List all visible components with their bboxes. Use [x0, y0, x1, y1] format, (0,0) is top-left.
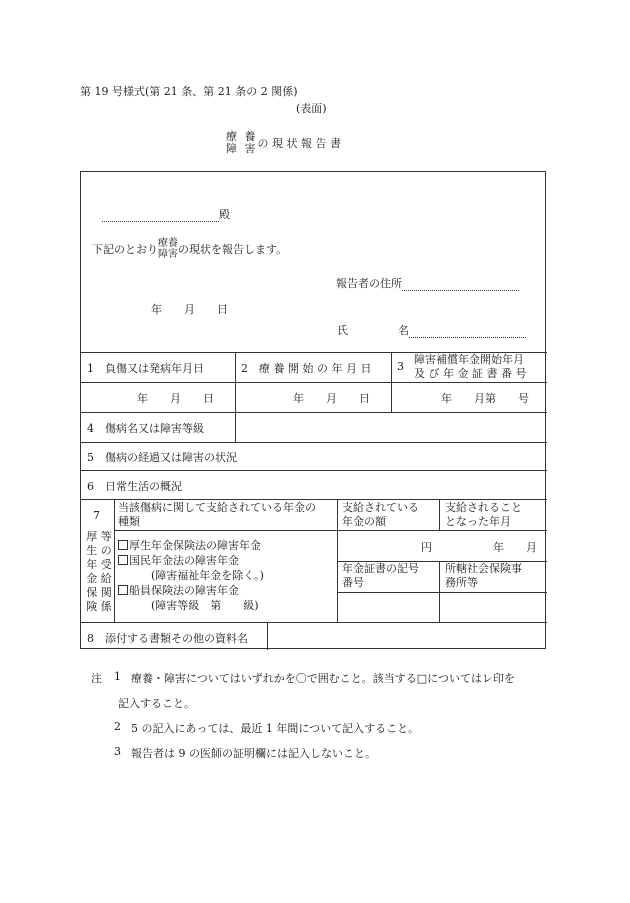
social-insurance-office-label — [445, 562, 522, 590]
checkbox-national-pension[interactable] — [118, 555, 128, 565]
option-national-pension-note: (障害福祉年金を除く。) — [151, 569, 264, 582]
section7-label-line: 保 関 — [86, 586, 112, 599]
addressee-honorific: 殿 — [219, 208, 230, 221]
social-insurance-office-label-line2: 務所等 — [445, 576, 478, 589]
title-option-ryoyo: 療 養 — [226, 130, 258, 143]
pension-type-options — [118, 538, 264, 613]
statement-option-ryoyo: 療養 — [158, 238, 178, 249]
pension-start-label — [414, 353, 526, 381]
title-rest: の 現 状 報 告 書 — [257, 137, 341, 150]
report-form — [80, 171, 546, 649]
injury-progress-label: 5 傷病の経過又は障害の状況 — [87, 451, 237, 464]
payment-date-header — [445, 501, 522, 529]
checkbox-seamen-insurance[interactable] — [118, 585, 128, 595]
pension-start-label-line1: 障害補償年金開始年月 — [414, 353, 524, 366]
form-number: 第 19 号様式(第 21 条、第 21 条の 2 関係) — [80, 85, 298, 98]
pension-start-number: 3 — [397, 360, 404, 373]
section7-number: 7 — [93, 509, 100, 522]
report-date: 年 月 日 — [151, 303, 228, 316]
pension-cert-number-label-line1: 年金証書の記号 — [342, 562, 419, 575]
reporter-address — [336, 275, 519, 291]
section7-label-line: 年 受 — [86, 558, 112, 571]
pension-start-label-line2: 及 び 年 金 証 書 番 号 — [414, 367, 527, 380]
option-seamen-insurance: 船員保険法の障害年金 — [129, 584, 239, 597]
statement-prefix: 下記のとおり — [92, 243, 158, 256]
reporter-name-input[interactable] — [409, 325, 526, 338]
pension-amount-header — [342, 501, 419, 529]
payment-year-month[interactable]: 年 月 — [493, 541, 537, 554]
notes-prefix: 注 — [91, 672, 102, 685]
payment-date-header-line1: 支給されること — [445, 501, 522, 514]
injury-date-label: 1 負傷又は発病年月日 — [87, 362, 204, 375]
reporter-name-label-2: 名 — [398, 324, 409, 337]
pension-amount-header-line1: 支給されている — [342, 501, 419, 514]
section7-label-line: 金 給 — [86, 572, 112, 585]
note-1-number: 1 — [114, 670, 121, 683]
note-2-number: 2 — [114, 720, 121, 733]
social-insurance-office-label-line1: 所轄社会保険事 — [445, 562, 522, 575]
section7-label-line: 険 係 — [86, 600, 112, 613]
note-1-line-1: 療養・障害についてはいずれかを〇で囲むこと。該当する□についてはレ印を — [131, 672, 515, 685]
injury-date-value[interactable]: 年 月 日 — [137, 392, 214, 405]
statement-option-shogai: 障害 — [158, 249, 178, 260]
option-seamen-insurance-note: (障害等級 第 級) — [151, 599, 259, 612]
note-3-number: 3 — [114, 745, 121, 758]
treatment-start-value[interactable]: 年 月 日 — [293, 392, 370, 405]
pension-type-header-line2: 種類 — [118, 515, 140, 528]
pension-cert-number-label — [342, 562, 419, 590]
section7-vertical-label — [84, 530, 114, 614]
statement — [92, 238, 287, 260]
pension-cert-value[interactable]: 年 月第 号 — [441, 392, 529, 405]
checkbox-welfare-pension[interactable] — [118, 540, 128, 550]
reporter-address-label: 報告者の住所 — [336, 277, 402, 290]
form-side-label: (表面) — [296, 102, 327, 115]
addressee-line — [102, 206, 230, 222]
reporter-name-label-1: 氏 — [337, 324, 348, 337]
pension-type-header — [118, 501, 316, 529]
addressee-input[interactable] — [102, 209, 219, 222]
pension-cert-number-label-line2: 番号 — [342, 576, 364, 589]
reporter-name — [337, 322, 526, 338]
option-national-pension: 国民年金法の障害年金 — [129, 554, 239, 567]
section7-label-line: 厚 等 — [86, 530, 112, 543]
reporter-address-input[interactable] — [402, 278, 519, 291]
section7-label-line: 生 の — [86, 544, 112, 557]
note-1-line-2: 記入すること。 — [118, 697, 195, 710]
pension-amount-unit[interactable]: 円 — [421, 541, 432, 554]
statement-suffix: の現状を報告します。 — [178, 243, 288, 256]
note-2: 5 の記入にあっては、最近 1 年間について記入すること。 — [131, 722, 420, 735]
treatment-start-label: 2 療 養 開 始 の 年 月 日 — [241, 362, 372, 375]
payment-date-header-line2: となった年月 — [445, 515, 511, 528]
page-title — [226, 131, 341, 155]
daily-life-label: 6 日常生活の概況 — [87, 480, 182, 493]
pension-amount-header-line2: 年金の額 — [342, 515, 386, 528]
title-option-shogai: 障 害 — [226, 142, 258, 155]
attachments-label: 8 添付する書類その他の資料名 — [87, 632, 248, 645]
injury-name-label: 4 傷病名又は障害等級 — [87, 422, 204, 435]
option-welfare-pension: 厚生年金保険法の障害年金 — [129, 539, 261, 552]
note-3: 報告者は 9 の医師の証明欄には記入しないこと。 — [131, 747, 376, 760]
pension-type-header-line1: 当該傷病に関して支給されている年金の — [118, 501, 316, 514]
